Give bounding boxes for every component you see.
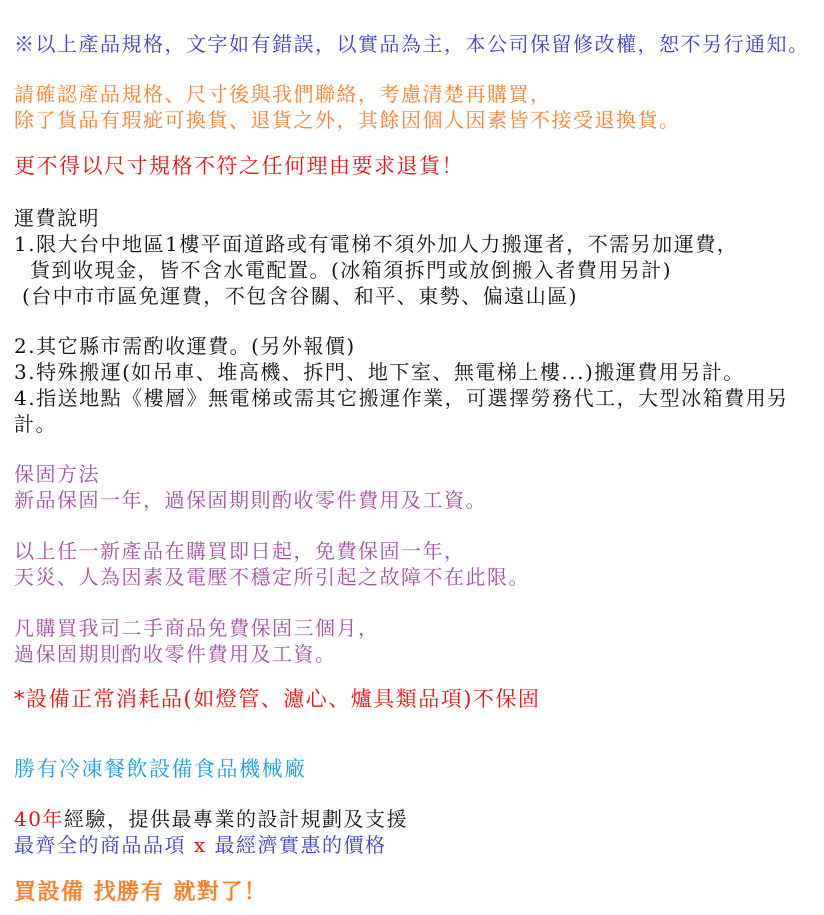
company-name: 勝有冷凍餐飲設備食品機械廠 (14, 757, 307, 781)
purchase-notice-line-1: 請確認產品規格、尺寸後與我們聯絡，考慮清楚再購買， (14, 82, 552, 106)
company-value-line (14, 832, 816, 858)
shipping-rule-4: 4.指送地點《樓層》無電梯或需其它搬運作業，可選擇勞務代工，大型冰箱費用另計。 (14, 386, 789, 436)
warranty-free-year-line-1: 以上任一新產品在購買即日起，免費保固一年， (14, 539, 466, 563)
shipping-rule-3: 3.特殊搬運(如吊車、堆高機、拆門、地下室、無電梯上樓...)搬運費用另計。 (14, 360, 745, 384)
warranty-title: 保固方法 (14, 462, 100, 486)
warranty-new-product: 新品保固一年，過保固期則酌收零件費用及工資。 (14, 488, 487, 512)
company-selection-text: 最齊全的商品品項 (14, 833, 186, 857)
shipping-rule-2: 2.其它縣市需酌收運費。(另外報價) (14, 334, 356, 358)
shipping-rule-1-continued: 貨到收現金，皆不含水電配置。(冰箱須拆門或放倒搬入者費用另計) (30, 258, 673, 282)
warranty-used-line-2: 過保固期則酌收零件費用及工資。 (14, 642, 337, 666)
company-years-highlight: 40年 (14, 807, 64, 831)
company-experience-text: 經驗，提供最專業的設計規劃及支援 (63, 807, 408, 831)
company-experience-line (14, 806, 816, 832)
company-price-text: 最經濟實惠的價格 (214, 833, 387, 857)
company-multiplier-x: x (186, 833, 215, 857)
return-warning: 更不得以尺寸規格不符之任何理由要求退貨！ (14, 154, 464, 178)
shipping-rule-1-area-note: (台中市市區免運費，不包含谷關、和平、東勢、偏遠山區) (22, 284, 579, 308)
shipping-rule-1: 1.限大台中地區1樓平面道路或有電梯不須外加人力搬運者，不需另加運費， (14, 232, 739, 256)
purchase-notice-line-2: 除了貨品有瑕疵可換貨、退貨之外，其餘因個人因素皆不接受退換貨。 (14, 108, 681, 132)
spec-disclaimer: ※以上產品規格，文字如有錯誤，以實品為主，本公司保留修改權，恕不另行通知。 (14, 32, 810, 56)
company-slogan: 買設備 找勝有 就對了！ (14, 879, 268, 905)
warranty-used-line-1: 凡購買我司二手商品免費保固三個月， (14, 616, 380, 640)
consumables-warranty-exclusion: *設備正常消耗品(如燈管、濾心、爐具類品項)不保固 (14, 687, 541, 711)
warranty-free-year-line-2: 天災、人為因素及電壓不穩定所引起之故障不在此限。 (14, 565, 530, 589)
shipping-title: 運費說明 (14, 206, 100, 230)
